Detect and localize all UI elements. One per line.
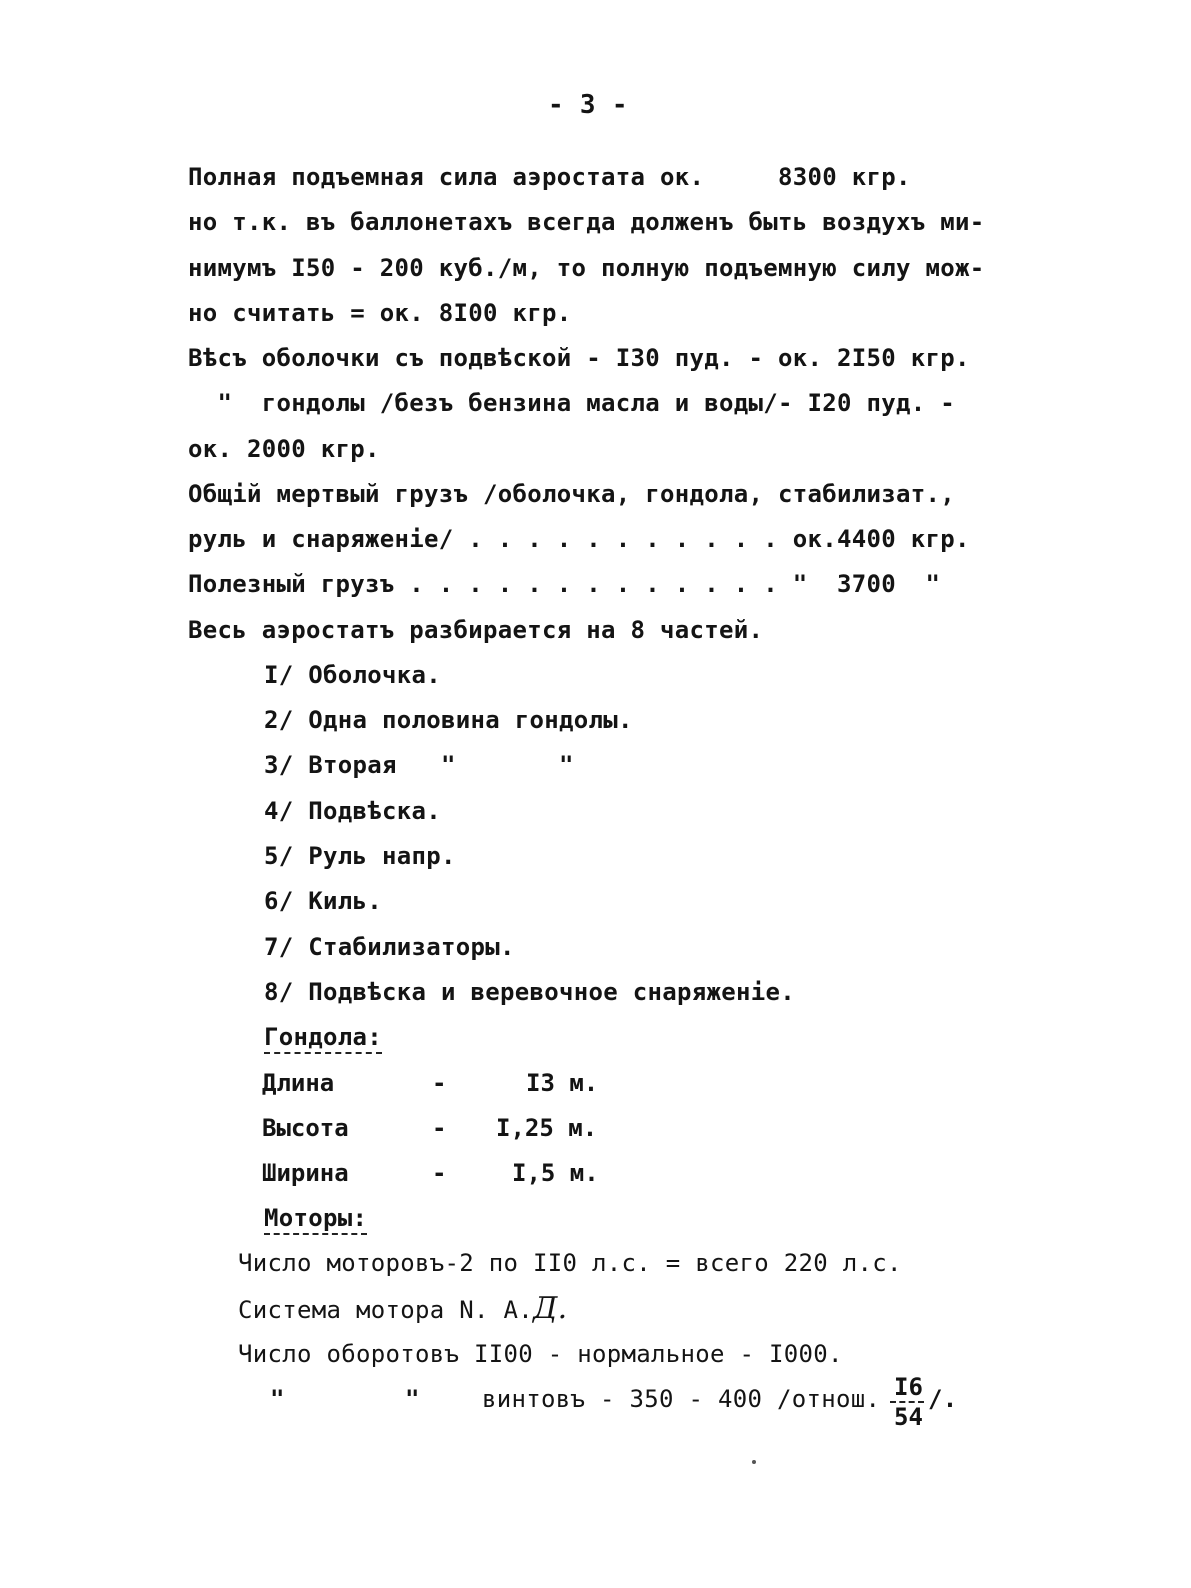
row-dash: - (432, 1069, 447, 1097)
row-value: I,25 м. (496, 1114, 598, 1142)
list-item: I/ Оболочка. (264, 661, 441, 689)
motors-heading-text: Моторы: (264, 1204, 367, 1235)
screw-rpm-line: винтовъ - 350 - 400 /отнош. (482, 1385, 881, 1413)
screw-line-end: /. (928, 1385, 958, 1413)
row-label: Высота (262, 1114, 349, 1142)
text-line-disassembly: Весь аэростатъ разбирается на 8 частей. (188, 616, 764, 644)
ratio-denominator: 54 (894, 1403, 923, 1431)
list-item: 6/ Киль. (264, 887, 382, 915)
text-line-payload: Полезный грузъ . . . . . . . . . . . . . " 3700 " (188, 570, 941, 598)
row-label: Ширина (262, 1159, 349, 1187)
text-line-lift-total: Полная подъемная сила аэростата ок. 8300 кгр. (188, 163, 911, 191)
list-item: 3/ Вторая " " (264, 751, 574, 779)
motors-heading (264, 1203, 367, 1233)
list-item: 4/ Подвѣска. (264, 797, 441, 825)
motor-rpm-line: Число оборотовъ II00 - нормальное - I000. (238, 1340, 843, 1368)
list-item: 8/ Подвѣска и веревочное снаряженiе. (264, 978, 795, 1006)
handwritten-mark: Д. (532, 1291, 568, 1326)
gondola-heading (264, 1022, 382, 1052)
row-dash: - (432, 1159, 447, 1187)
gondola-heading-text: Гондола: (264, 1023, 382, 1054)
text-line-gondola-kg: ок. 2000 кгр. (188, 435, 380, 463)
text-line-ballonet: но т.к. въ баллонетахъ всегда долженъ быть воздухъ ми- (188, 208, 985, 236)
motor-system-line (238, 1291, 568, 1326)
text-line-dead-weight: Общiй мертвый грузъ /оболочка, гондола, стабилизат., (188, 480, 955, 508)
row-label: Длина (262, 1069, 335, 1097)
page-number: - 3 - (548, 90, 628, 120)
text-line-rudder-equipment: руль и снаряженiе/ . . . . . . . . . . . ок.4400 кгр. (188, 525, 970, 553)
row-dash: - (432, 1114, 447, 1142)
list-item: 5/ Руль напр. (264, 842, 456, 870)
ratio-numerator: I6 (894, 1373, 923, 1401)
list-item: 7/ Стабилизаторы. (264, 933, 515, 961)
motor-count-line: Число моторовъ-2 по II0 л.с. = всего 220 л.с. (238, 1249, 902, 1277)
motor-system-text: Система мотора N. А. (238, 1296, 533, 1324)
text-line-minimum: нимумъ I50 - 200 куб./м, то полную подъемную силу мож- (188, 254, 985, 282)
screw-ditto-2: " (405, 1385, 420, 1413)
margin-speck (752, 1460, 756, 1464)
screw-ditto-1: " (270, 1385, 285, 1413)
row-value: I,5 м. (512, 1159, 599, 1187)
list-item: 2/ Одна половина гондолы. (264, 706, 633, 734)
text-line-gondola-weight: " гондолы /безъ бензина масла и воды/- I20 пуд. - (188, 389, 955, 417)
row-value: I3 м. (526, 1069, 599, 1097)
text-line-envelope-weight: Вѣсъ оболочки съ подвѣской - I30 пуд. - ок. 2I50 кгр. (188, 344, 970, 372)
text-line-lift-net: но считать = ок. 8I00 кгр. (188, 299, 572, 327)
